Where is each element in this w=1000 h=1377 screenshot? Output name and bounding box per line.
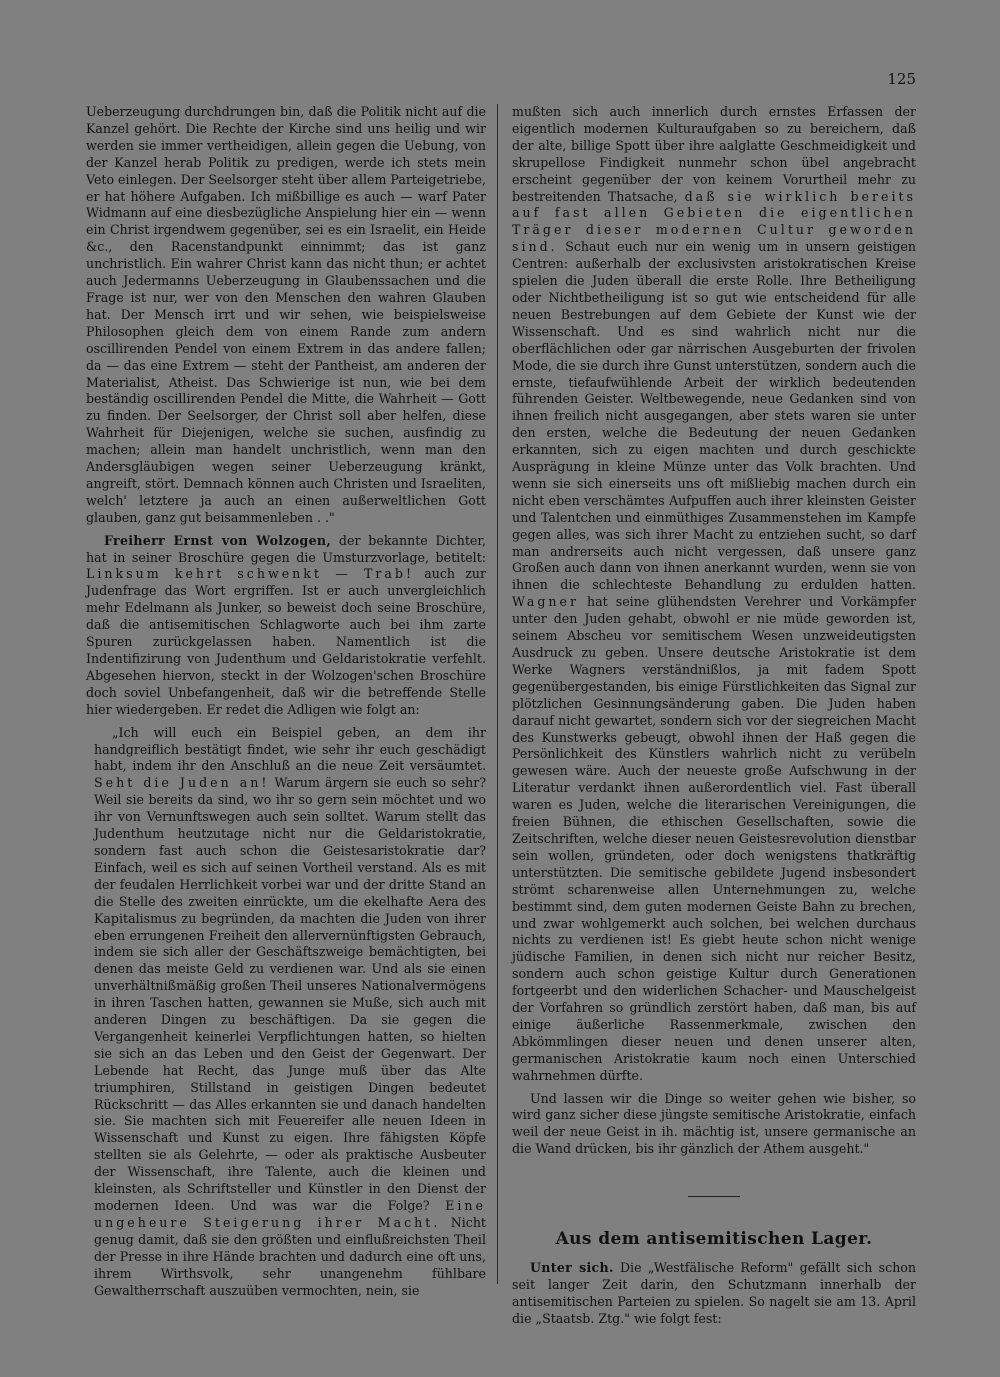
paragraph-quote-ending: Und lassen wir die Dinge so weiter gehen wie bisher, so wird ganz sicher diese jüngste semitische Aristokratie, einfach weil der neue Geist in ih. mächtig ist, unsere germanische an die Wand drücken, bis ihr gänzlich der Athem ausgeht." (512, 1090, 916, 1157)
brochure-title: Linksum kehrt schwenkt — Trab! (86, 566, 415, 582)
unter-sich-text: Die „Westfälische Reform" gefällt sich schon seit langer Zeit darin, den Schutzmann innerhalb der antisemitischen Parteien zu spielen. So nagelt sie am 13. April die „Staatsb. Ztg." wie folgt fest: (512, 1260, 916, 1326)
paragraph-wolzogen-quote (86, 725, 486, 1300)
paragraph-wolzogen (86, 533, 486, 719)
quote-text-a: „Ich will euch ein Beispiel geben, an dem ihr handgreiflich bestätigt findet, wie sehr ihr euch geschädigt habt, indem ihr den Anschluß an die neue Zeit versäumtet. (94, 724, 486, 774)
quote-spaced-a: Seht die Juden an! (94, 775, 270, 791)
quote-spaced-b: Eine ungeheure Steigerung ihrer Macht. (94, 1198, 486, 1230)
page-number: 125 (887, 70, 916, 88)
continued-spaced: daß sie wirklich bereits auf fast allen Gebieten die eigentlichen Träger dieser modernen Cultur geworden sind. (512, 188, 917, 255)
continued-text-a: mußten sich auch innerlich durch ernstes Erfassen der eigentlich modernen Kulturaufgaben so zu bereichern, daß der alte, billige Spott über ihre aalglatte Geschmeidigkeit und skrupellose Findigkeit nunmehr schon übel angebracht erscheint gegenüber der von keinem Vorurtheil mehr zu bestreitenden Thatsache, (512, 104, 916, 204)
quote-text-c: Nicht genug damit, daß sie den größten und einflußreichsten Theil der Presse in ihre Hände brachten und dadurch eine oft uns, ihrem Wirthsvolk, sehr unangenehm fühlbare Gewaltherrschaft auszuüben vermochten, nein, sie (94, 1214, 486, 1298)
section-divider (688, 1196, 740, 1197)
quote-text-b: Warum ärgern sie euch so sehr? Weil sie bereits da sind, wo ihr so gern sein möchtet und wo ihr von Vernunftswegen auch sein solltet. Warum stellt das Judenthum heutzutage nicht nur die Geldaristokratie, sondern fast auch schon die Geistesaristokratie dar? Einfach, weil es sich auf seinen Vortheil verstand. Als es mit der feudalen Herrlichkeit vorbei war und der dritte Stand an die Stelle des zweiten einrückte, um die ekelhafte Aera des Kapitalismus zu begründen, da machten die Juden von ihrer eben errungenen Freiheit den allervernünftigsten Gebrauch, indem sie sich aller der Geschäftszweige bemächtigten, bei denen das meiste Geld zu verdienen war. Und als sie einen unverhältnißmäßig großen Theil unseres Nationalvermögens in ihren Taschen hatten, gewannen sie Muße, sich auch mit anderen Dingen zu beschäftigen. Da sie gegen die Vergangenheit keinerlei Verpflichtungen hatten, so hielten sie sich an das Leben und den Geist der Gegenwart. Der Lebende hat Recht, das Junge muß über das Alte triumphiren, Stillstand in geistigen Dingen bedeutet Rückschritt — das Alles erkannten sie und danach handelten sie. Sie machten sich mit Feuereifer alle neuen Ideen in Wissenschaft und Kunst zu eigen. Ihre fähigsten Köpfe stellten sie als Gelehrte, — oder als praktische Ausbeuter der Wissenschaft, ihre Talente, auch die kleinen und kleinsten, als Schriftsteller und Künstler in den Dienst der modernen Ideen. Und was war die Folge? (94, 775, 486, 1213)
paragraph-unter-sich (512, 1260, 916, 1328)
wagner-name: Wagner (512, 594, 580, 610)
paragraph-widmann-quote: Ueberzeugung durchdrungen bin, daß die Politik nicht auf die Kanzel gehört. Die Rechte der Kirche sind uns heilig und wir werden sie immer vertheidigen, allein gegen die Uebung, von der Kanzel herab Politik zu predigen, werde ich stets mein Veto einlegen. Der Seelsorger steht über allem Parteigetriebe, er hat höhere Aufgaben. Ich mißbillige es auch — warf Pater Widmann auf eine diesbezügliche Anspielung hier ein — wenn ein Christ irgendwem gegenüber, sei es ein Israelit, ein Heide &c., den Racenstandpunkt einnimmt; das ist ganz unchristlich. Ein wahrer Christ kann das nicht thun; er achtet auch Jedermanns Ueberzeugung in Glaubenssachen und die Frage ist nur, wer von den Menschen den wahren Glauben hat. Der Mensch irrt und wir sehen, wie beispielsweise Philosophen gleich dem von einem Rande zum andern oscillirenden Pendel von einem Extrem in das andere fallen; da — das eine Extrem — steht der Pantheist, am anderen der Materialist, Atheist. Das Schwierige ist nun, wie bei dem beständig oscillirenden Pendel die Mitte, die Wahrheit — Gott zu finden. Der Seelsorger, der Christ soll aber helfen, diese Wahrheit für Diejenigen, welche sie suchen, ausfindig zu machen; allein man handelt unchristlich, wenn man den Andersgläubigen wegen seiner Ueberzeugung kränkt, angreift, stört. Demnach können auch Christen und Israeliten, welch' letztere ja auch an einen außerweltlichen Gott glauben, ganz gut beisammenleben . ." (86, 104, 486, 525)
section-heading: Aus dem antisemitischen Lager. (555, 1229, 873, 1250)
left-column (86, 104, 486, 1299)
wolzogen-text-a: der bekannte Dichter, hat in seiner Broschüre gegen die Umsturzvorlage, betitelt: (86, 532, 486, 565)
wolzogen-name: Freiherr Ernst von Wolzogen, (104, 532, 332, 548)
wolzogen-text-b: auch zur Judenfrage das Wort ergriffen. Ist er auch unvergleichlich mehr Edelmann als Junker, so beweist doch seine Broschüre, daß die antisemitischen Schlagworte auch bei ihm zarte Spuren zurückgelassen haben. Namentlich ist die Indentifizirung von Judenthum und Geldaristokratie verfehlt. Abgesehen hiervon, steckt in der Wolzogen'schen Broschüre doch soviel Unbefangenheit, daß wir die betreffende Stelle hier wiedergeben. Er redet die Adligen wie folgt an: (86, 566, 486, 717)
unter-sich-lead: Unter sich. (530, 1260, 614, 1276)
paragraph-quote-continued (512, 104, 916, 1085)
right-column (512, 104, 916, 1328)
column-divider (497, 104, 498, 1284)
continued-text-b: Schaut euch nur ein wenig um in unsern geistigen Centren: außerhalb der exclusivsten aristokratischen Kreise spielen die Juden überall die erste Rolle. Ihre Betheiligung oder Nichtbetheiligung ist so gut wie entscheidend für alle neuen Bestrebungen auf dem Gebiete der Kunst wie der Wissenschaft. Und es sind wahrlich nicht nur die oberflächlichen oder gar närrischen Ausgeburten der frivolen Mode, die sie durch ihre Gunst unterstützen, sondern auch die ernste, tiefaufwühlende Arbeit der wirklich bedeutenden führenden Geister. Weltbewegende, neue Gedanken sind von ihnen freilich nicht ausgegangen, aber stets waren sie unter den ersten, welche die Bedeutung der neuen Gedanken erkannten, sich zu eigen machten und durch geschickte Ausprägung in kleine Münze unter das Volk brachten. Und wenn sie sich einerseits uns oft mißliebig machen durch ein nicht eben verschämtes Aufpuffen auch ihrer kleinsten Geister und Talentchen und einmüthiges Zusammenstehen im Kampfe gegen alles, was sich ihrer Macht zu entziehen sucht, so darf man andrerseits auch nicht vergessen, daß unsere ganz Großen auch dann von ihnen anerkannt wurden, wenn sie von ihnen die schlechteste Behandlung zu erdulden hatten. (512, 239, 916, 593)
continued-text-c: hat seine glühendsten Verehrer und Vorkämpfer unter den Juden gehabt, obwohl er nie müde geworden ist, seinem Abscheu vor semitischem Wesen unzweideutigsten Ausdruck zu geben. Unsere deutsche Aristokratie ist dem Werke Wagners verständnißlos, ja mit fadem Spott gegenübergestanden, bis einige Fürstlichkeiten das Signal zur plötzlichen Gesinnungsänderung gaben. Die Juden haben darauf nicht gewartet, sondern sich vor der siegreichen Macht des Kunstwerks gebeugt, obwohl ihnen der Haß gegen die Persönlichkeit des Künstlers wahrlich nicht zu verübeln gewesen wäre. Auch der neueste große Aufschwung in der Literatur verdankt ihnen außerordentlich viel. Fast überall waren es Juden, welche die literarischen Vereinigungen, die freien Bühnen, die ethischen Gesellschaften, sowie die Zeitschriften, welche dieser neuen Geistesrevolution dienstbar sein wollen, gründeten, oder doch wenigstens thatkräftig unterstützten. Die semitische gebildete Jugend insbesondert strömt scharenweise allen Unternehmungen zu, welche bestimmt sind, dem guten modernen Geiste Bahn zu brechen, und zwar wohlgemerkt auch solchen, bei welchen durchaus nichts zu verdienen ist! Es giebt heute schon nicht wenige jüdische Familien, in denen sich nicht nur reicher Besitz, sondern auch schon geistige Kultur durch Generationen fortgeerbt und den widerlichen Schacher- und Mauschelgeist der Vorfahren so gründlich zerstört haben, daß man, bis auf einige äußerliche Rassenmerkmale, zwischen den Abkömmlingen dieser neuen und denen unserer alten, germanischen Aristokratie kaum noch einen Unterschied wahrnehmen dürfte. (512, 594, 916, 1083)
